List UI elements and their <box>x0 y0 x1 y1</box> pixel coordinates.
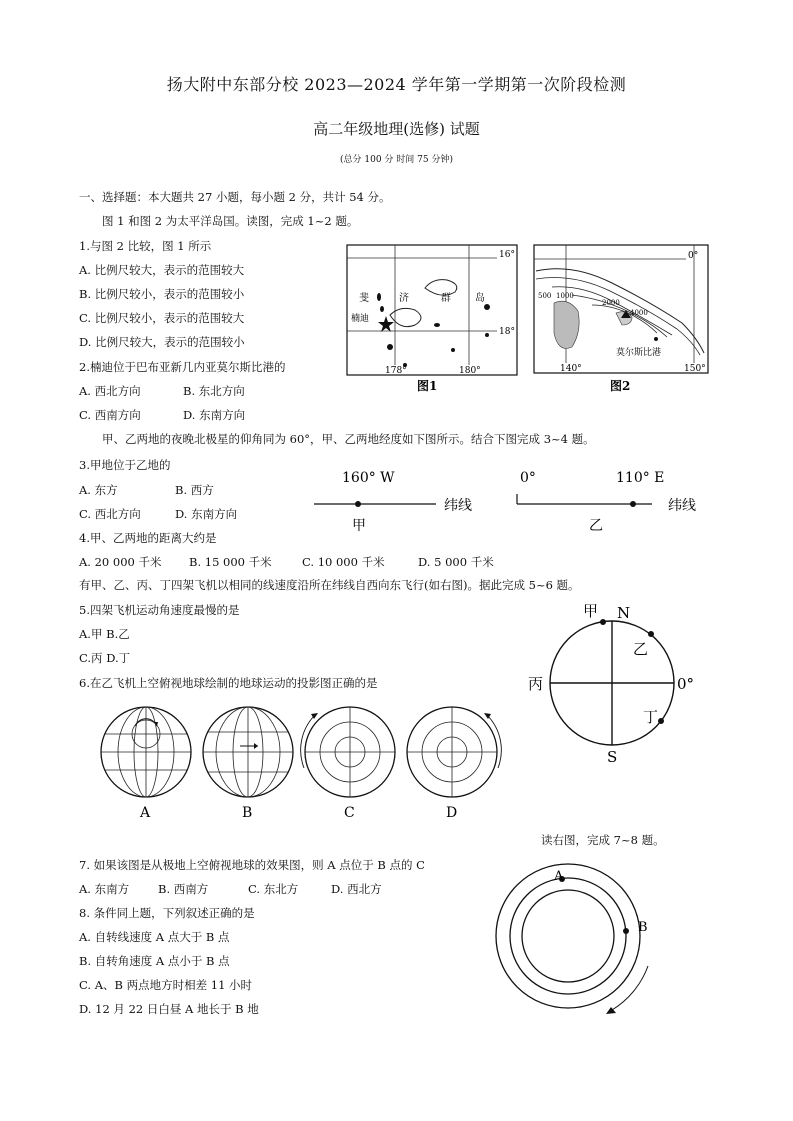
q7-option-a: A. 东南方 <box>79 882 130 896</box>
globe-label-c: C <box>344 805 355 821</box>
polar-rings-diagram <box>488 858 668 1038</box>
fig1-lon-right: 180° <box>459 366 481 376</box>
fig1-city: 楠迪 <box>351 314 370 324</box>
q3-option-c: C. 西北方向 <box>79 507 141 521</box>
figure-2-png-map <box>532 243 710 393</box>
q2-option-d: D. 东南方向 <box>183 408 246 422</box>
line-label-right: 纬线 <box>668 498 696 514</box>
point-yi: 乙 <box>589 518 603 534</box>
fig2-contour-500: 500 <box>538 292 552 300</box>
fig2-city: 莫尔斯比港 <box>616 348 662 358</box>
q5-options-row1: A.甲 B.乙 <box>79 627 130 641</box>
north-label: N <box>617 604 631 622</box>
fig1-lat-mid: 18° <box>499 327 515 337</box>
zero-meridian-label: 0° <box>677 675 695 693</box>
q4-option-c: C. 10 000 千米 <box>302 555 385 569</box>
lon-label-zero: 0° <box>520 470 536 486</box>
q7-option-c: C. 东北方 <box>248 882 299 896</box>
q5-stem: 5.四架飞机运动角速度最慢的是 <box>79 603 240 617</box>
q7-stem: 7. 如果该图是从极地上空俯视地球的效果图，则 A 点位于 B 点的 C <box>79 858 425 872</box>
globe-label-a: A <box>140 805 151 821</box>
plane-bing-label: 丙 <box>528 675 544 693</box>
fig2-contour-4000: 4000 <box>630 309 648 317</box>
fig2-contour-2000: 2000 <box>602 299 620 307</box>
q1-stem: 1.与图 2 比较，图 1 所示 <box>79 239 212 253</box>
fig2-lat-top: 0° <box>688 251 699 261</box>
q3-option-b: B. 西方 <box>175 483 214 497</box>
intro-3-4: 甲、乙两地的夜晚北极星的仰角同为 60°，甲、乙两地经度如下图所示。结合下图完成 3~4 题。 <box>102 432 595 446</box>
lon-label-jia: 160° W <box>342 470 395 486</box>
ring-point-a: A <box>554 869 564 884</box>
q2-option-b: B. 东北方向 <box>183 384 245 398</box>
longitude-diagram <box>312 462 712 534</box>
q4-option-a: A. 20 000 千米 <box>79 555 162 569</box>
q2-stem: 2.楠迪位于巴布亚新几内亚莫尔斯比港的 <box>79 360 286 374</box>
q7-option-b: B. 西南方 <box>158 882 209 896</box>
plane-ding-label: 丁 <box>643 708 659 726</box>
fig1-caption: 图1 <box>417 379 438 393</box>
q2-option-a: A. 西北方向 <box>79 384 141 398</box>
q4-option-b: B. 15 000 千米 <box>189 555 272 569</box>
south-label: S <box>607 748 618 766</box>
planes-globe-diagram <box>525 598 715 768</box>
globe-label-b: B <box>242 805 253 821</box>
q4-stem: 4.甲、乙两地的距离大约是 <box>79 531 217 545</box>
q3-option-a: A. 东方 <box>79 483 118 497</box>
exam-subtitle: 高二年级地理(选修) 试题 <box>313 120 480 138</box>
fig2-caption: 图2 <box>610 379 631 393</box>
fig1-label-4: 岛 <box>475 293 485 304</box>
globe-label-d: D <box>446 805 458 821</box>
intro-5-6: 有甲、乙、丙、丁四架飞机以相同的线速度沿所在纬线自西向东飞行(如右图)。据此完成 5~6 题。 <box>79 578 580 592</box>
q2-option-c: C. 西南方向 <box>79 408 141 422</box>
globe-option-c <box>301 707 395 797</box>
q3-stem: 3.甲地位于乙地的 <box>79 458 171 472</box>
line-label-left: 纬线 <box>444 498 472 514</box>
figure-1-fiji-map <box>345 243 520 393</box>
nadi-star-icon <box>378 316 394 332</box>
fig1-lat-top: 16° <box>499 250 515 260</box>
exam-meta: (总分 100 分 时间 75 分钟) <box>340 155 453 165</box>
fig2-contour-1000: 1000 <box>556 292 574 300</box>
fig1-label-2: 济 <box>399 293 409 304</box>
fig2-lon-right: 150° <box>684 364 706 374</box>
fig2-lon-left: 140° <box>560 364 582 374</box>
q8-option-c: C. A、B 两点地方时相差 11 小时 <box>79 978 253 992</box>
q8-option-b: B. 自转角速度 A 点小于 B 点 <box>79 954 230 968</box>
plane-jia-label: 甲 <box>583 602 599 620</box>
plane-yi-label: 乙 <box>633 640 649 658</box>
fig1-label-1: 斐 <box>359 293 369 304</box>
q8-option-a: A. 自转线速度 A 点大于 B 点 <box>79 930 230 944</box>
q6-globe-options <box>90 700 510 828</box>
q6-stem: 6.在乙飞机上空俯视地球绘制的地球运动的投影图正确的是 <box>79 676 378 690</box>
fig1-lon-left: 178° <box>385 366 407 376</box>
intro-7-8: 读右图，完成 7~8 题。 <box>541 833 665 847</box>
q1-option-d: D. 比例尺较大，表示的范围较小 <box>79 335 245 349</box>
globe-option-b <box>203 707 293 797</box>
q5-options-row2: C.丙 D.丁 <box>79 651 131 665</box>
section-heading: 一、选择题：本大题共 27 小题，每小题 2 分，共计 54 分。 <box>79 190 391 204</box>
fig1-label-3: 群 <box>441 293 451 304</box>
q1-option-c: C. 比例尺较小，表示的范围较大 <box>79 311 245 325</box>
q1-option-b: B. 比例尺较小，表示的范围较小 <box>79 287 245 301</box>
globe-option-a <box>101 707 191 797</box>
exam-title: 扬大附中东部分校 2023—2024 学年第一学期第一次阶段检测 <box>166 75 627 94</box>
q1-option-a: A. 比例尺较大，表示的范围较大 <box>79 263 245 277</box>
q7-option-d: D. 西北方 <box>331 882 382 896</box>
ring-point-b: B <box>638 920 648 935</box>
lon-label-yi: 110° E <box>616 470 665 486</box>
point-jia: 甲 <box>352 518 366 534</box>
section-intro: 图 1 和图 2 为太平洋岛国。读图，完成 1~2 题。 <box>102 214 359 228</box>
q4-option-d: D. 5 000 千米 <box>418 555 494 569</box>
q8-stem: 8. 条件同上题，下列叙述正确的是 <box>79 906 255 920</box>
q3-option-d: D. 东南方向 <box>175 507 238 521</box>
q8-option-d: D. 12 月 22 日白昼 A 地长于 B 地 <box>79 1002 259 1016</box>
globe-option-d <box>407 707 501 797</box>
